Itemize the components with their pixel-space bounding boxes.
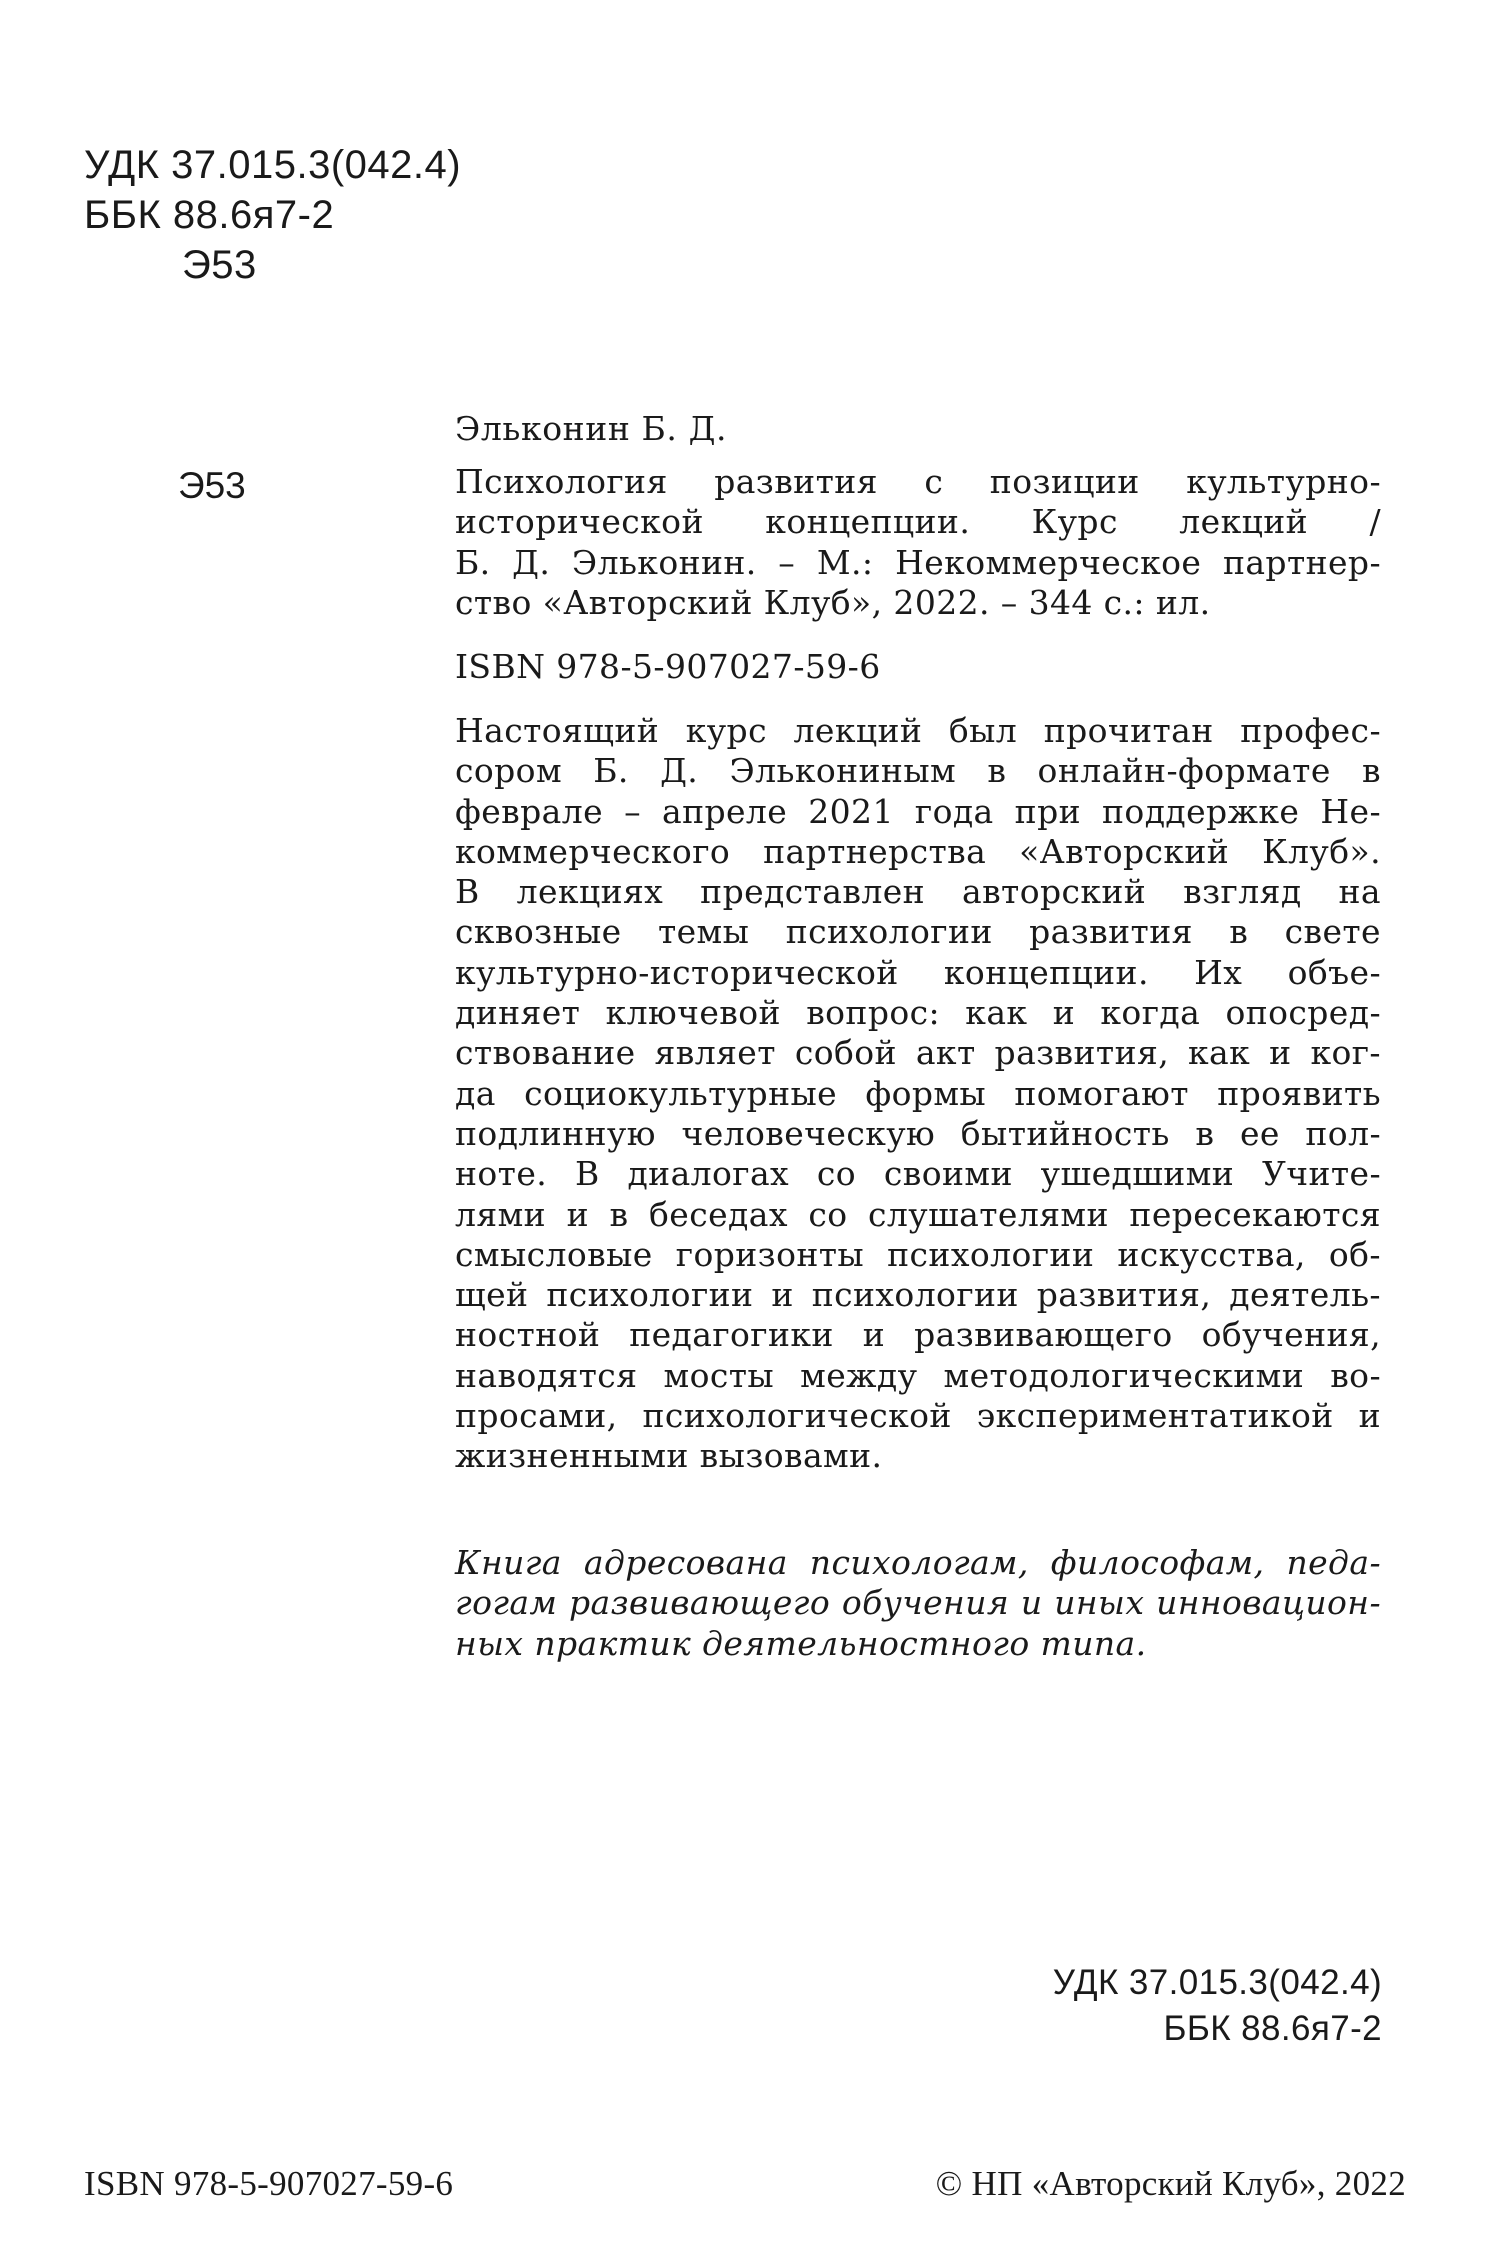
abstract-line: коммерческого партнерства «Авторский Клуб». — [455, 831, 1381, 871]
abstract-line: Настоящий курс лекций был прочитан профес- — [455, 711, 1381, 750]
bib-line: ство «Авторский Клуб», 2022. – 344 с.: ил. — [455, 582, 1211, 622]
abstract-line: ноте. В диалогах со своими ушедшими Учите- — [455, 1154, 1381, 1194]
author-heading: Эльконин Б. Д. — [455, 409, 728, 448]
abstract-line: да социокультурные формы помогают проявить — [455, 1073, 1381, 1113]
abstract-line: щей психологии и психологии развития, деятель- — [455, 1275, 1381, 1315]
classification-top — [84, 140, 461, 290]
bbk-code: ББК 88.6я7-2 — [84, 193, 335, 237]
abstract — [455, 711, 1381, 1477]
isbn-line: ISBN 978-5-907027-59-6 — [455, 647, 881, 686]
udk-code: УДК 37.015.3(042.4) — [84, 143, 462, 187]
abstract-line: сквозные темы психологии развития в свете — [455, 912, 1381, 952]
abstract-line: жизненными вызовами. — [455, 1436, 883, 1476]
abstract-line: ствование являет собой акт развития, как и ког- — [455, 1033, 1381, 1073]
audience-line: Книга адресована психологам, философам, педа- — [455, 1543, 1381, 1582]
abstract-line: наводятся мосты между методологическими во- — [455, 1355, 1381, 1395]
classification-bottom — [1053, 1960, 1382, 2052]
bbk-code-bottom: ББК 88.6я7-2 — [1163, 2009, 1382, 2048]
abstract-line: лями и в беседах со слушателями пересекаются — [455, 1194, 1381, 1234]
footer-copyright: © НП «Авторский Клуб», 2022 — [935, 2164, 1406, 2203]
footer-isbn: ISBN 978-5-907027-59-6 — [84, 2164, 454, 2203]
abstract-line: В лекциях представлен авторский взгляд на — [455, 872, 1381, 912]
abstract-line: культурно-исторической концепции. Их объе- — [455, 952, 1381, 992]
audience-line: ных практик деятельностного типа. — [455, 1623, 1147, 1663]
bib-line: исторической концепции. Курс лекций / — [455, 502, 1381, 542]
author-mark: Э53 — [178, 465, 246, 506]
abstract-line: смысловые горизонты психологии искусства, об- — [455, 1234, 1381, 1274]
audience-line: гогам развивающего обучения и иных инновацион- — [455, 1583, 1381, 1623]
bib-line: Психология развития с позиции культурно- — [455, 462, 1381, 501]
abstract-line: ностной педагогики и развивающего обучения, — [455, 1315, 1381, 1355]
abstract-line: подлинную человеческую бытийность в ее пол- — [455, 1113, 1381, 1153]
bib-line: Б. Д. Эльконин. – М.: Некоммерческое партнер- — [455, 542, 1381, 582]
abstract-line: просами, психологической экспериментатикой и — [455, 1396, 1381, 1436]
audience-note — [455, 1543, 1381, 1664]
abstract-line: диняет ключевой вопрос: как и когда опосред- — [455, 993, 1381, 1033]
bibliographic-entry — [455, 462, 1381, 623]
abstract-line: сором Б. Д. Элькониным в онлайн-формате в — [455, 751, 1381, 791]
udk-code-bottom: УДК 37.015.3(042.4) — [1052, 1963, 1382, 2002]
author-mark-top: Э53 — [182, 243, 257, 287]
abstract-line: феврале – апреле 2021 года при поддержке Не- — [455, 791, 1381, 831]
